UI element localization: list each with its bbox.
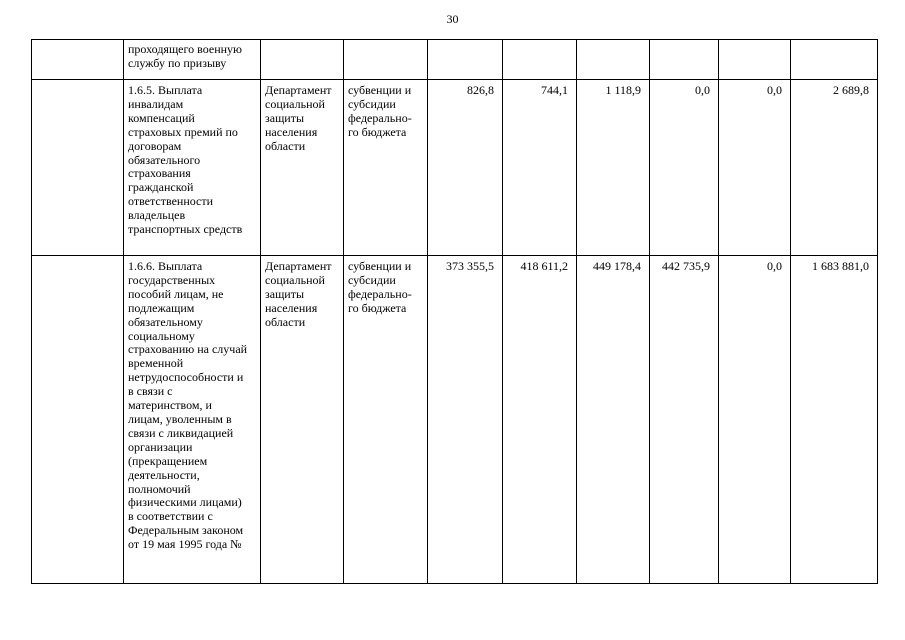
- table-row: [32, 80, 878, 256]
- cell-line: 1.6.6. Выплата: [128, 259, 203, 273]
- measure-cell: [124, 40, 261, 80]
- cell-line: проходящего военную: [128, 42, 242, 56]
- table-row: [32, 40, 878, 80]
- cell-text: [265, 260, 340, 330]
- cell-line: от 19 мая 1995 года №: [128, 537, 242, 552]
- cell-line: договорам: [128, 138, 182, 153]
- value-cell: 0,0: [719, 256, 791, 584]
- cell-line: области: [265, 138, 306, 153]
- cell-line: государственных: [128, 272, 216, 287]
- executor-cell: [261, 40, 344, 80]
- value-cell: 826,8: [428, 80, 503, 256]
- cell-line: компенсаций: [128, 110, 195, 125]
- value-cell: [577, 40, 650, 80]
- cell-text: [348, 260, 424, 316]
- cell-text: [128, 84, 257, 237]
- value-cell: 0,0: [650, 80, 719, 256]
- cell-line: обязательному: [128, 314, 203, 329]
- cell-line: субвенции и: [348, 83, 412, 97]
- cell-line: го бюджета: [348, 124, 407, 139]
- budget-table: [31, 39, 878, 584]
- total-cell: 2 689,8: [791, 80, 878, 256]
- value-cell: [428, 40, 503, 80]
- value-cell: 449 178,4: [577, 256, 650, 584]
- cell-line: материнством, и: [128, 398, 212, 413]
- cell-line: социальному: [128, 328, 195, 343]
- value-cell: [650, 40, 719, 80]
- cell-line: страховых премий по: [128, 124, 238, 139]
- value-cell: 1 118,9: [577, 80, 650, 256]
- cell-text: [348, 84, 424, 140]
- measure-cell: [124, 80, 261, 256]
- cell-line: субвенции и: [348, 259, 412, 273]
- cell-line: го бюджета: [348, 300, 407, 315]
- cell-line: федерально-: [348, 286, 412, 301]
- cell-text: [265, 84, 340, 154]
- cell-line: инвалидам: [128, 96, 184, 111]
- source-cell: [344, 80, 428, 256]
- cell-text: [128, 43, 257, 71]
- value-cell: 373 355,5: [428, 256, 503, 584]
- cell-line: ответственности: [128, 194, 214, 209]
- cell-line: страхованию на случай: [128, 342, 248, 357]
- cell-line: 1.6.5. Выплата: [128, 83, 203, 97]
- cell-line: населения: [265, 124, 318, 139]
- executor-cell: [261, 256, 344, 584]
- source-cell: [344, 40, 428, 80]
- cell-line: подлежащим: [128, 300, 195, 315]
- value-cell: 442 735,9: [650, 256, 719, 584]
- cell-line: субсидии: [348, 272, 396, 287]
- cell-line: Департамент: [265, 259, 332, 273]
- empty-cell: [32, 40, 124, 80]
- cell-line: (прекращением: [128, 453, 208, 468]
- total-cell: [791, 40, 878, 80]
- cell-line: полномочий: [128, 481, 191, 496]
- cell-line: деятельности,: [128, 467, 200, 482]
- cell-line: гражданской: [128, 180, 194, 195]
- cell-line: защиты: [265, 286, 305, 301]
- executor-cell: [261, 80, 344, 256]
- cell-line: лицам, уволенным в: [128, 411, 232, 426]
- total-cell: 1 683 881,0: [791, 256, 878, 584]
- value-cell: 0,0: [719, 80, 791, 256]
- source-cell: [344, 256, 428, 584]
- cell-line: связи с ликвидацией: [128, 425, 234, 440]
- measure-cell: [124, 256, 261, 584]
- cell-line: социальной: [265, 272, 325, 287]
- cell-line: владельцев: [128, 208, 186, 223]
- cell-line: в связи с: [128, 384, 173, 399]
- cell-line: пособий лицам, не: [128, 286, 224, 301]
- value-cell: 418 611,2: [503, 256, 577, 584]
- cell-line: субсидии: [348, 96, 396, 111]
- cell-line: социальной: [265, 96, 325, 111]
- cell-line: страхования: [128, 166, 191, 181]
- value-cell: 744,1: [503, 80, 577, 256]
- cell-line: Федеральным законом: [128, 523, 244, 538]
- empty-cell: [32, 256, 124, 584]
- value-cell: [503, 40, 577, 80]
- cell-line: в соответствии с: [128, 509, 213, 524]
- cell-line: населения: [265, 300, 318, 315]
- cell-line: нетрудоспособности и: [128, 370, 244, 385]
- cell-line: области: [265, 314, 306, 329]
- cell-text: [128, 260, 257, 552]
- cell-line: защиты: [265, 110, 305, 125]
- cell-line: федерально-: [348, 110, 412, 125]
- cell-line: физическими лицами): [128, 495, 242, 510]
- cell-line: обязательного: [128, 152, 201, 167]
- cell-line: организации: [128, 439, 193, 454]
- value-cell: [719, 40, 791, 80]
- cell-line: службу по призыву: [128, 55, 227, 70]
- page-number: 30: [446, 12, 459, 26]
- table-row: [32, 256, 878, 584]
- cell-line: транспортных средств: [128, 222, 243, 237]
- empty-cell: [32, 80, 124, 256]
- cell-line: Департамент: [265, 83, 332, 97]
- cell-line: временной: [128, 356, 184, 371]
